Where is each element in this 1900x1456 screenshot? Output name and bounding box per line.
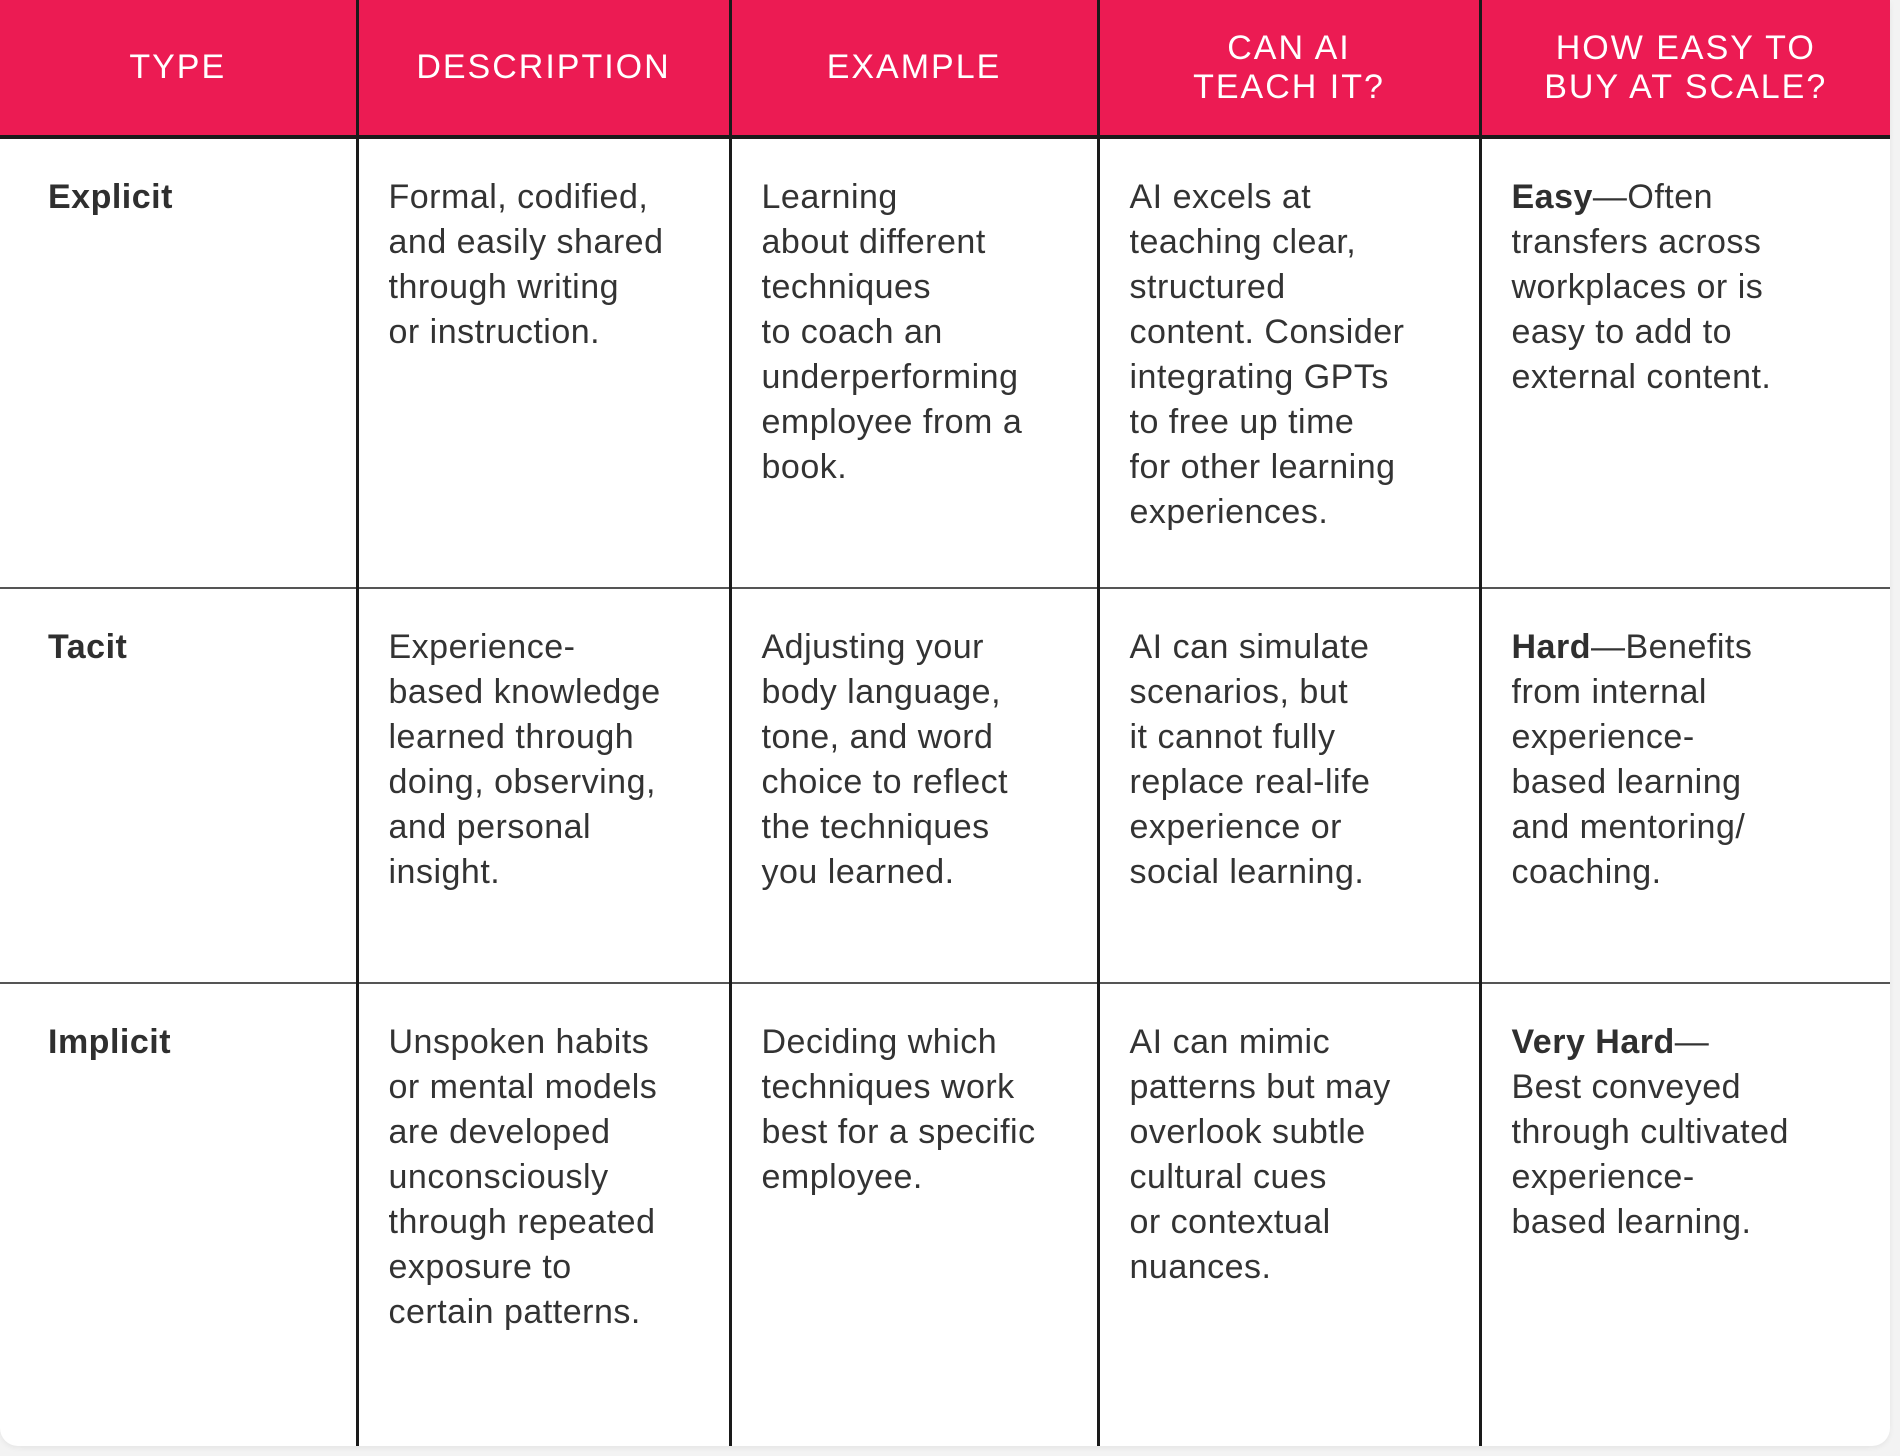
buy-at-scale-line: workplaces or is <box>1511 268 1764 306</box>
example-line: best for a specific <box>761 1113 1036 1151</box>
description-line: and easily shared <box>388 223 664 261</box>
buy-at-scale-cell <box>1480 983 1890 1446</box>
buy-at-scale-line <box>1512 625 1871 670</box>
table-row <box>0 588 1890 983</box>
ai-teach-line: scenarios, but <box>1129 673 1349 711</box>
ai-teach-line: structured <box>1129 268 1286 306</box>
description-line: Unspoken habits <box>388 1023 650 1061</box>
type-label: Implicit <box>48 1023 172 1061</box>
example-line: Learning <box>761 178 898 216</box>
description-line: are developed <box>388 1113 611 1151</box>
ai-teach-line: it cannot fully <box>1129 718 1336 756</box>
ai-teach-line: to free up time <box>1129 403 1355 441</box>
example-line: techniques <box>761 268 931 306</box>
ai-teach-cell <box>1098 983 1480 1446</box>
buy-at-scale-line <box>1512 175 1871 220</box>
description-line: through repeated <box>388 1203 656 1241</box>
type-label: Tacit <box>48 628 128 666</box>
header-type-text: TYPE <box>129 48 227 86</box>
buy-at-scale-text: —Often <box>1592 178 1714 216</box>
example-line: Adjusting your <box>761 628 984 666</box>
description-line: exposure to <box>388 1248 572 1286</box>
description-line: through writing <box>388 268 620 306</box>
table-row <box>0 983 1890 1446</box>
ai-teach-line: overlook subtle <box>1129 1113 1366 1151</box>
buy-at-scale-line: easy to add to <box>1511 313 1733 351</box>
example-line: the techniques <box>761 808 990 846</box>
table-row <box>0 137 1890 588</box>
ai-teach-line: AI can simulate <box>1129 628 1370 666</box>
ai-teach-line: experiences. <box>1129 493 1329 531</box>
type-cell <box>0 983 357 1446</box>
example-line: you learned. <box>761 853 955 891</box>
header-row <box>0 0 1890 137</box>
table-header <box>0 0 1890 137</box>
ai-teach-line: for other learning <box>1129 448 1396 486</box>
header-can-ai-teach-line-1: CAN AI <box>1227 28 1351 67</box>
example-line: techniques work <box>761 1068 1015 1106</box>
buy-at-scale-cell <box>1480 588 1890 983</box>
ai-teach-line: patterns but may <box>1129 1068 1391 1106</box>
header-can-ai-teach <box>1098 0 1480 137</box>
example-line: body language, <box>761 673 1002 711</box>
buy-at-scale-line: experience- <box>1511 718 1695 756</box>
header-example <box>730 0 1098 137</box>
example-line: tone, and word <box>761 718 994 756</box>
example-line: employee. <box>761 1158 923 1196</box>
type-cell <box>0 588 357 983</box>
buy-at-scale-line: transfers across <box>1511 223 1762 261</box>
ai-teach-line: nuances. <box>1129 1248 1272 1286</box>
example-line: underperforming <box>761 358 1019 396</box>
type-label: Explicit <box>48 178 173 216</box>
buy-at-scale-text: — <box>1674 1023 1710 1061</box>
ai-teach-cell <box>1098 588 1480 983</box>
example-line: Deciding which <box>761 1023 998 1061</box>
header-description-text: DESCRIPTION <box>416 48 671 86</box>
buy-at-scale-line: based learning <box>1511 763 1742 801</box>
table-body <box>0 137 1890 1446</box>
description-line: learned through <box>388 718 635 756</box>
example-cell <box>730 588 1098 983</box>
header-buy-at-scale-line-2: BUY AT SCALE? <box>1544 67 1828 106</box>
example-cell <box>730 137 1098 588</box>
ai-teach-line: teaching clear, <box>1129 223 1357 261</box>
description-line: Experience- <box>388 628 576 666</box>
ai-teach-line: or contextual <box>1129 1203 1331 1241</box>
description-cell <box>357 137 730 588</box>
header-type <box>0 0 357 137</box>
header-description <box>357 0 730 137</box>
description-cell <box>357 588 730 983</box>
buy-at-scale-line: experience- <box>1511 1158 1695 1196</box>
buy-at-scale-text: —Benefits <box>1590 628 1753 666</box>
buy-at-scale-line: Best conveyed <box>1511 1068 1742 1106</box>
buy-at-scale-line: and mentoring/ <box>1511 808 1746 846</box>
example-line: book. <box>761 448 848 486</box>
buy-at-scale-cell <box>1480 137 1890 588</box>
difficulty-level: Hard <box>1511 628 1591 666</box>
ai-teach-line: cultural cues <box>1129 1158 1327 1196</box>
ai-teach-line: AI can mimic <box>1129 1023 1331 1061</box>
example-cell <box>730 983 1098 1446</box>
header-buy-at-scale-line-1: HOW EASY TO <box>1555 28 1816 67</box>
type-cell <box>0 137 357 588</box>
header-can-ai-teach-line-2: TEACH IT? <box>1193 67 1385 106</box>
buy-at-scale-line: through cultivated <box>1511 1113 1789 1151</box>
ai-teach-line: social learning. <box>1129 853 1365 891</box>
example-line: choice to reflect <box>761 763 1009 801</box>
ai-teach-cell <box>1098 137 1480 588</box>
example-line: about different <box>761 223 986 261</box>
description-line: or mental models <box>388 1068 658 1106</box>
ai-teach-line: content. Consider <box>1129 313 1405 351</box>
ai-teach-line: integrating GPTs <box>1129 358 1389 396</box>
description-line: based knowledge <box>388 673 661 711</box>
description-line: certain patterns. <box>388 1293 641 1331</box>
difficulty-level: Very Hard <box>1511 1023 1675 1061</box>
ai-teach-line: AI excels at <box>1129 178 1312 216</box>
description-line: unconsciously <box>388 1158 609 1196</box>
ai-teach-line: replace real-life <box>1129 763 1371 801</box>
header-buy-at-scale <box>1480 0 1890 137</box>
header-example-text: EXAMPLE <box>826 48 1002 86</box>
description-line: Formal, codified, <box>388 178 649 216</box>
description-cell <box>357 983 730 1446</box>
description-line: or instruction. <box>388 313 601 351</box>
difficulty-level: Easy <box>1511 178 1593 216</box>
description-line: and personal <box>388 808 592 846</box>
buy-at-scale-line: external content. <box>1511 358 1772 396</box>
example-line: to coach an <box>761 313 943 351</box>
buy-at-scale-line <box>1512 1020 1871 1065</box>
buy-at-scale-line: from internal <box>1511 673 1707 711</box>
buy-at-scale-line: coaching. <box>1511 853 1662 891</box>
description-line: doing, observing, <box>388 763 656 801</box>
description-line: insight. <box>388 853 501 891</box>
ai-teach-line: experience or <box>1129 808 1343 846</box>
buy-at-scale-line: based learning. <box>1511 1203 1752 1241</box>
example-line: employee from a <box>761 403 1023 441</box>
